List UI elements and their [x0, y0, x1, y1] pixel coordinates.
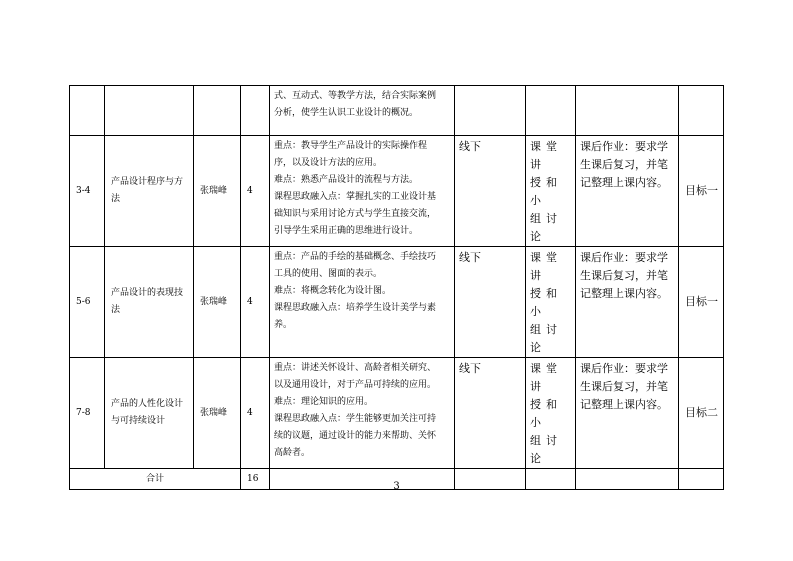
content-cell: 重点：教导学生产品设计的实际操作程 序，以及设计方法的应用。 难点：熟悉产品设计的流程与方法。 课程思政融入点：掌握扎实的工业设计基 础知识与采用讨论方式与学生直接交流， 引导学生采用正确的思维进行设计。 — [270, 136, 455, 247]
mode-cell: 线下 — [455, 247, 526, 358]
total-label-cell: 合计 — [70, 469, 241, 490]
topic-cell: 产品设计程序与方 法 — [105, 136, 194, 247]
topic-cell — [105, 86, 194, 136]
hours-cell: 4 — [241, 247, 270, 358]
teacher-cell: 张瑞峰 — [194, 247, 241, 358]
teacher-cell: 张瑞峰 — [194, 136, 241, 247]
goal-cell — [679, 86, 724, 136]
homework-cell: 课后作业：要求学 生课后复习，并笔 记整理上课内容。 — [576, 247, 679, 358]
topic-cell: 产品设计的表现技 法 — [105, 247, 194, 358]
goal-cell: 目标二 — [679, 358, 724, 469]
week-cell — [70, 86, 105, 136]
topic-cell: 产品的人性化设计 与可持续设计 — [105, 358, 194, 469]
method-cell: 课堂讲 授和小 组讨论 — [526, 247, 576, 358]
total-hours-cell: 16 — [241, 469, 270, 490]
method-cell: 课堂讲 授和小 组讨论 — [526, 358, 576, 469]
homework-cell: 课后作业：要求学 生课后复习，并笔 记整理上课内容。 — [576, 358, 679, 469]
table-row — [70, 358, 724, 469]
goal-cell: 目标一 — [679, 247, 724, 358]
hours-cell — [241, 86, 270, 136]
mode-cell: 线下 — [455, 136, 526, 247]
teacher-cell — [194, 86, 241, 136]
week-cell: 7-8 — [70, 358, 105, 469]
table-row-continued — [70, 86, 724, 136]
table-row — [70, 136, 724, 247]
week-cell: 3-4 — [70, 136, 105, 247]
course-schedule-table — [69, 85, 724, 490]
content-cell: 重点：讲述关怀设计、高龄者相关研究、 以及通用设计，对于产品可持续的应用。 难点：理论知识的应用。 课程思政融入点：学生能够更加关注可持 续的议题，通过设计的能力来帮助、关怀 高龄者。 — [270, 358, 455, 469]
hours-cell: 4 — [241, 358, 270, 469]
homework-cell — [576, 86, 679, 136]
content-cell: 式、互动式、等教学方法，结合实际案例 分析，使学生认识工业设计的概况。 — [270, 86, 455, 136]
method-cell — [526, 86, 576, 136]
hours-cell: 4 — [241, 136, 270, 247]
content-cell: 重点：产品的手绘的基础概念、手绘技巧 工具的使用、图面的表示。 难点：将概念转化为设计图。 课程思政融入点：培养学生设计美学与素 养。 — [270, 247, 455, 358]
homework-cell: 课后作业：要求学 生课后复习，并笔 记整理上课内容。 — [576, 136, 679, 247]
goal-cell: 目标一 — [679, 136, 724, 247]
page-number: 3 — [393, 481, 400, 492]
method-cell: 课堂讲 授和小 组讨论 — [526, 136, 576, 247]
week-cell: 5-6 — [70, 247, 105, 358]
table-row — [70, 247, 724, 358]
mode-cell: 线下 — [455, 358, 526, 469]
teacher-cell: 张瑞峰 — [194, 358, 241, 469]
mode-cell — [455, 86, 526, 136]
